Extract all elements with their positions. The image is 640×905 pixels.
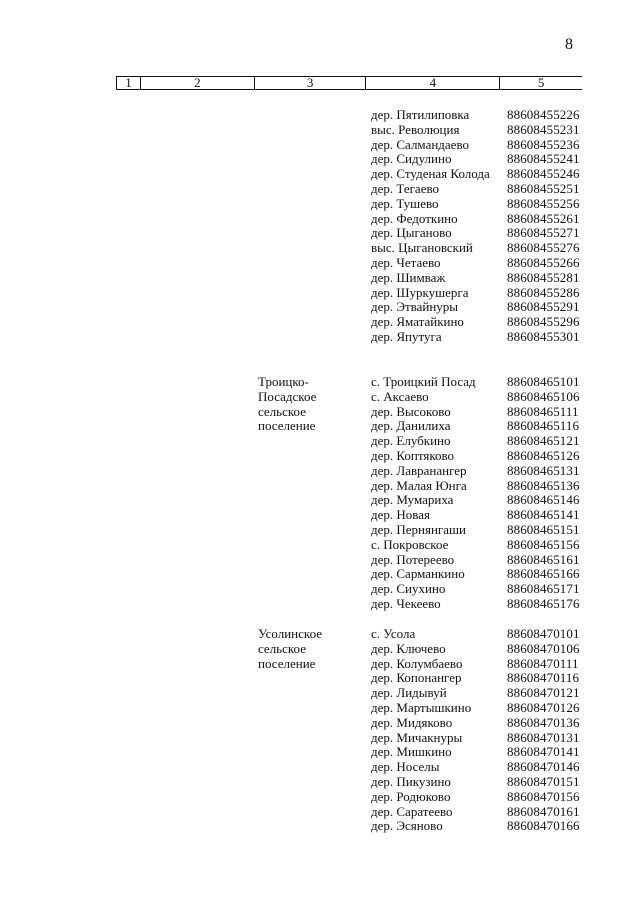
settlement-name-line: Усолинское bbox=[258, 626, 322, 641]
oktmo-code: 88608465111 bbox=[507, 403, 579, 419]
oktmo-code: 88608470166 bbox=[507, 818, 580, 834]
locality-name: дер. Пятилиповка bbox=[371, 107, 470, 122]
locality-name: дер. Потереево bbox=[371, 551, 455, 567]
locality-name: дер. Эсяново bbox=[371, 818, 443, 834]
locality-name: дер. Яматайкино bbox=[371, 314, 464, 330]
oktmo-code: 88608455266 bbox=[507, 254, 580, 270]
oktmo-code: 88608470146 bbox=[507, 759, 580, 775]
oktmo-code: 88608470106 bbox=[507, 640, 580, 656]
table-row bbox=[0, 123, 640, 138]
locality-name: дер. Высоково bbox=[371, 403, 451, 419]
oktmo-code: 88608465156 bbox=[507, 536, 580, 552]
table-row bbox=[0, 716, 640, 731]
locality-name: дер. Копонангер bbox=[371, 670, 462, 686]
table-row bbox=[0, 523, 640, 538]
oktmo-code: 88608470111 bbox=[507, 655, 579, 671]
table-row bbox=[0, 271, 640, 286]
entry-list bbox=[0, 627, 640, 834]
oktmo-code: 88608470126 bbox=[507, 699, 580, 715]
locality-name: с. Аксаево bbox=[371, 388, 429, 404]
oktmo-code: 88608470156 bbox=[507, 788, 580, 804]
oktmo-code: 88608455261 bbox=[507, 210, 580, 226]
table-row bbox=[0, 775, 640, 790]
entry-list bbox=[0, 375, 640, 612]
locality-name: дер. Цыганово bbox=[371, 225, 452, 241]
table-row bbox=[0, 805, 640, 820]
oktmo-code: 88608455271 bbox=[507, 225, 580, 241]
table-row bbox=[0, 212, 640, 227]
table-row bbox=[0, 138, 640, 153]
locality-name: дер. Родюково bbox=[371, 788, 451, 804]
table-row bbox=[0, 686, 640, 701]
oktmo-code: 88608470116 bbox=[507, 670, 580, 686]
locality-name: дер. Малая Юнга bbox=[371, 477, 467, 493]
column-header-2: 2 bbox=[141, 77, 255, 89]
locality-name: дер. Четаево bbox=[371, 254, 441, 270]
oktmo-code: 88608465126 bbox=[507, 447, 580, 463]
table-row bbox=[0, 553, 640, 568]
locality-name: дер. Новая bbox=[371, 507, 430, 523]
locality-name: дер. Мумариха bbox=[371, 492, 454, 508]
oktmo-code: 88608455291 bbox=[507, 299, 580, 315]
locality-name: дер. Колумбаево bbox=[371, 655, 463, 671]
table-row bbox=[0, 745, 640, 760]
locality-name: дер. Ключево bbox=[371, 640, 446, 656]
oktmo-code: 88608470121 bbox=[507, 685, 580, 701]
locality-name: дер. Данилиха bbox=[371, 418, 451, 434]
table-row bbox=[0, 286, 640, 301]
table-row bbox=[0, 790, 640, 805]
settlement-name-line: поселение bbox=[258, 418, 316, 434]
locality-name: дер. Носелы bbox=[371, 759, 440, 775]
oktmo-code: 88608465136 bbox=[507, 477, 580, 493]
table-row bbox=[0, 657, 640, 672]
oktmo-code: 88608470151 bbox=[507, 773, 580, 789]
locality-name: дер. Коптяково bbox=[371, 447, 455, 463]
table-row bbox=[0, 671, 640, 686]
oktmo-code: 88608465151 bbox=[507, 521, 580, 537]
entry-list bbox=[0, 108, 640, 345]
column-header-4: 4 bbox=[366, 77, 500, 89]
oktmo-code: 88608455256 bbox=[507, 195, 580, 211]
locality-name: дер. Шуркушерга bbox=[371, 284, 469, 300]
locality-name: дер. Этвайнуры bbox=[371, 299, 459, 315]
table-row bbox=[0, 241, 640, 256]
table-row bbox=[0, 760, 640, 775]
oktmo-code: 88608455246 bbox=[507, 166, 580, 182]
oktmo-code: 88608455241 bbox=[507, 151, 580, 167]
settlement-name-line: сельское bbox=[258, 640, 306, 656]
settlement-name-line: поселение bbox=[258, 655, 316, 671]
table-row bbox=[0, 419, 640, 434]
oktmo-code: 88608455236 bbox=[507, 136, 580, 152]
table-row bbox=[0, 108, 640, 123]
locality-name: дер. Саратеево bbox=[371, 803, 453, 819]
oktmo-code: 88608465131 bbox=[507, 462, 580, 478]
locality-name: дер. Салмандаево bbox=[371, 136, 469, 152]
column-header-3: 3 bbox=[255, 77, 367, 89]
table-row bbox=[0, 197, 640, 212]
locality-name: дер. Федоткино bbox=[371, 210, 458, 226]
page-number: 8 bbox=[565, 36, 573, 53]
locality-name: дер. Елубкино bbox=[371, 433, 451, 449]
settlement-name-line: Посадское bbox=[258, 388, 317, 404]
locality-name: дер. Пернянгаши bbox=[371, 521, 467, 537]
table-row bbox=[0, 405, 640, 420]
table-row bbox=[0, 567, 640, 582]
locality-name: дер. Тушево bbox=[371, 195, 439, 211]
table-row bbox=[0, 627, 640, 642]
table-row bbox=[0, 464, 640, 479]
locality-name: дер. Мишкино bbox=[371, 744, 452, 760]
locality-name: с. Усола bbox=[371, 626, 416, 641]
table-row bbox=[0, 182, 640, 197]
settlement-name-line: сельское bbox=[258, 403, 306, 419]
table-row bbox=[0, 701, 640, 716]
table-row bbox=[0, 449, 640, 464]
column-header-row bbox=[116, 76, 582, 90]
table-row bbox=[0, 819, 640, 834]
table-row bbox=[0, 167, 640, 182]
oktmo-code: 88608465121 bbox=[507, 433, 580, 449]
oktmo-code: 88608470141 bbox=[507, 744, 580, 760]
table-row bbox=[0, 479, 640, 494]
locality-name: дер. Чекеево bbox=[371, 595, 441, 611]
column-header-5: 5 bbox=[537, 75, 545, 90]
locality-name: выс. Революция bbox=[371, 121, 460, 137]
locality-name: дер. Студеная Колода bbox=[371, 166, 490, 182]
locality-name: дер. Япутуга bbox=[371, 328, 442, 344]
locality-name: дер. Шимваж bbox=[371, 269, 446, 285]
oktmo-code: 88608465176 bbox=[507, 595, 580, 611]
oktmo-code: 88608455276 bbox=[507, 240, 580, 256]
locality-name: дер. Лавранангер bbox=[371, 462, 467, 478]
oktmo-code: 88608455231 bbox=[507, 121, 580, 137]
oktmo-code: 88608465116 bbox=[507, 418, 580, 434]
oktmo-code: 88608465141 bbox=[507, 507, 580, 523]
oktmo-code: 88608465161 bbox=[507, 551, 580, 567]
table-row bbox=[0, 300, 640, 315]
table-row bbox=[0, 597, 640, 612]
locality-name: с. Покровское bbox=[371, 536, 449, 552]
oktmo-code: 88608455226 bbox=[507, 107, 580, 122]
table-row bbox=[0, 256, 640, 271]
locality-name: дер. Сиухино bbox=[371, 581, 446, 597]
settlement-name-line: Троицко- bbox=[258, 374, 309, 389]
table-row bbox=[0, 538, 640, 553]
oktmo-code: 88608465106 bbox=[507, 388, 580, 404]
locality-name: дер. Мидяково bbox=[371, 714, 453, 730]
oktmo-code: 88608455286 bbox=[507, 284, 580, 300]
table-row bbox=[0, 226, 640, 241]
table-row bbox=[0, 582, 640, 597]
locality-name: выс. Цыгановский bbox=[371, 240, 473, 256]
locality-name: дер. Мичакнуры bbox=[371, 729, 463, 745]
oktmo-code: 88608470101 bbox=[507, 626, 580, 641]
locality-name: дер. Сарманкино bbox=[371, 566, 465, 582]
oktmo-code: 88608465171 bbox=[507, 581, 580, 597]
oktmo-code: 88608455296 bbox=[507, 314, 580, 330]
table-row bbox=[0, 508, 640, 523]
locality-name: дер. Мартышкино bbox=[371, 699, 472, 715]
oktmo-code: 88608455301 bbox=[507, 328, 580, 344]
oktmo-code: 88608470131 bbox=[507, 729, 580, 745]
locality-name: дер. Тегаево bbox=[371, 180, 440, 196]
oktmo-code: 88608465146 bbox=[507, 492, 580, 508]
table-row bbox=[0, 315, 640, 330]
locality-name: с. Троицкий Посад bbox=[371, 374, 476, 389]
locality-name: дер. Пикузино bbox=[371, 773, 451, 789]
table-row bbox=[0, 330, 640, 345]
oktmo-code: 88608465101 bbox=[507, 374, 580, 389]
column-header-1: 1 bbox=[117, 77, 141, 89]
locality-name: дер. Сидулино bbox=[371, 151, 452, 167]
table-row bbox=[0, 731, 640, 746]
oktmo-code: 88608470136 bbox=[507, 714, 580, 730]
oktmo-code: 88608465166 bbox=[507, 566, 580, 582]
table-row bbox=[0, 375, 640, 390]
table-row bbox=[0, 434, 640, 449]
oktmo-code: 88608455251 bbox=[507, 180, 580, 196]
table-row bbox=[0, 642, 640, 657]
locality-name: дер. Лидывуй bbox=[371, 685, 447, 701]
oktmo-code: 88608455281 bbox=[507, 269, 580, 285]
table-row bbox=[0, 152, 640, 167]
oktmo-code: 88608470161 bbox=[507, 803, 580, 819]
table-row bbox=[0, 390, 640, 405]
table-row bbox=[0, 493, 640, 508]
